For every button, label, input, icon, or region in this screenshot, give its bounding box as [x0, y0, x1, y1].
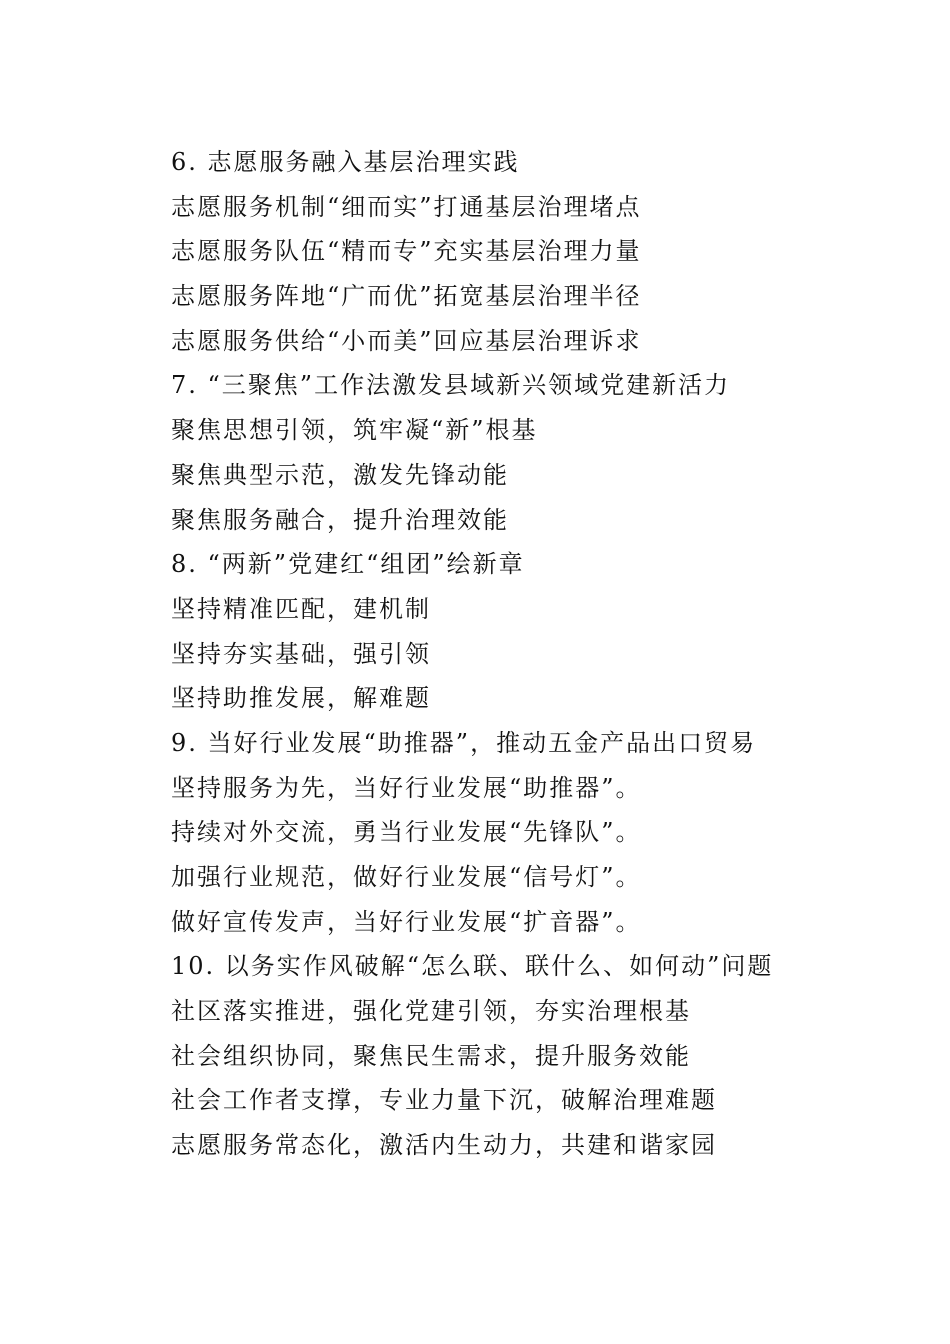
section-item: 坚持服务为先，当好行业发展“助推器”。 [171, 773, 642, 802]
section-item: 聚焦服务融合，提升治理效能 [171, 505, 509, 534]
section-item: 做好宣传发声，当好行业发展“扩音器”。 [171, 907, 642, 936]
section-item: 聚焦思想引领，筑牢凝“新”根基 [171, 416, 538, 445]
section-item: 志愿服务机制“细而实”打通基层治理堵点 [171, 192, 642, 221]
section-item: 志愿服务供给“小而美”回应基层治理诉求 [171, 326, 642, 355]
section-heading: 10. 以务实作风破解“怎么联、联什么、如何动”问题 [171, 952, 774, 981]
section-item: 坚持助推发展，解难题 [171, 684, 431, 713]
section-item: 聚焦典型示范，激发先锋动能 [171, 460, 509, 489]
section-item: 志愿服务队伍“精而专”充实基层治理力量 [171, 237, 642, 266]
section-item: 志愿服务常态化，激活内生动力，共建和谐家园 [171, 1131, 717, 1160]
section-heading: 9. 当好行业发展“助推器”，推动五金产品出口贸易 [171, 728, 757, 757]
section-item: 加强行业规范，做好行业发展“信号灯”。 [171, 863, 642, 891]
section-item: 志愿服务阵地“广而优”拓宽基层治理半径 [171, 282, 642, 311]
section-item: 社会组织协同，聚焦民生需求，提升服务效能 [171, 1041, 691, 1070]
section-item: 社区落实推进，强化党建引领，夯实治理根基 [171, 997, 691, 1026]
document-body [171, 140, 891, 1168]
section-item: 坚持夯实基础，强引领 [171, 639, 431, 668]
section-item: 持续对外交流，勇当行业发展“先锋队”。 [171, 818, 642, 847]
section-item: 坚持精准匹配，建机制 [171, 594, 431, 623]
section-heading: 6. 志愿服务融入基层治理实践 [171, 148, 520, 176]
section-heading: 7. “三聚焦”工作法激发县域新兴领域党建新活力 [171, 371, 731, 400]
section-heading: 8. “两新”党建红“组团”绘新章 [171, 550, 525, 579]
section-item: 社会工作者支撑，专业力量下沉，破解治理难题 [171, 1086, 717, 1115]
